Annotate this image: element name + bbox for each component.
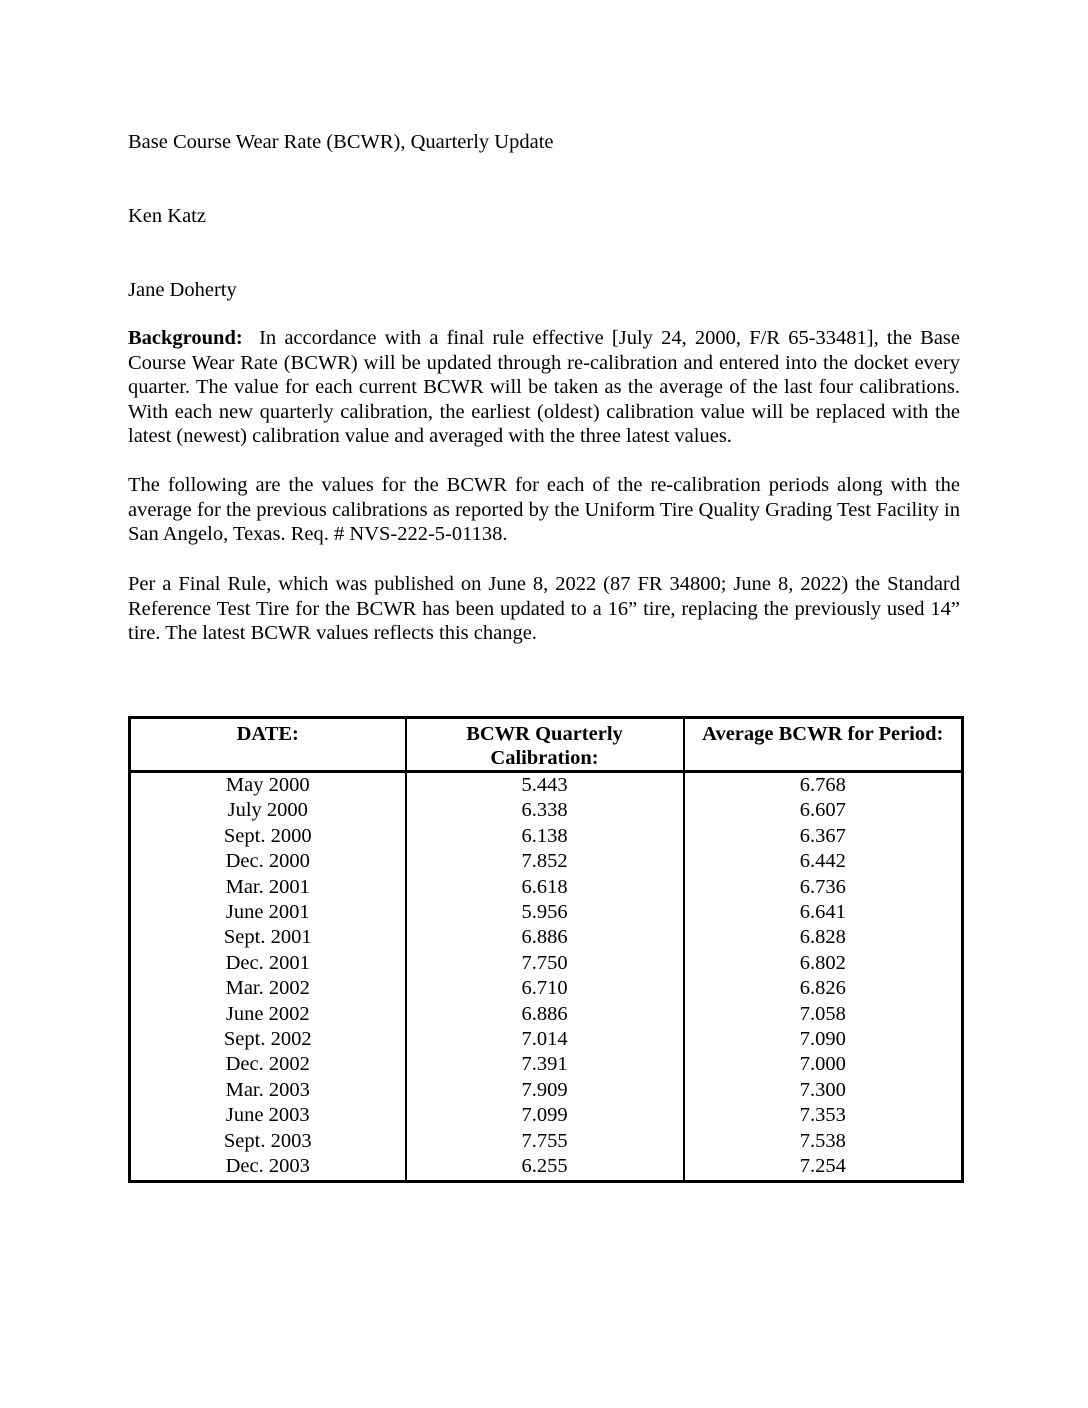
date-cell: June 2003 (130, 1103, 406, 1128)
table-row (130, 1154, 963, 1181)
header-average-bcwr: Average BCWR for Period: (684, 718, 963, 772)
date-cell: Dec. 2001 (130, 951, 406, 976)
calibration-cell: 6.138 (406, 824, 684, 849)
bcwr-table (128, 716, 964, 1183)
average-cell: 6.442 (684, 849, 963, 874)
calibration-cell: 6.886 (406, 925, 684, 950)
average-cell: 6.828 (684, 925, 963, 950)
date-cell: Sept. 2003 (130, 1129, 406, 1154)
table-row (130, 849, 963, 874)
table-body (130, 772, 963, 1182)
header-date: DATE: (130, 718, 406, 772)
table-row (130, 798, 963, 823)
date-cell: Sept. 2002 (130, 1027, 406, 1052)
calibration-cell: 7.755 (406, 1129, 684, 1154)
date-cell: Mar. 2001 (130, 875, 406, 900)
date-cell: Sept. 2001 (130, 925, 406, 950)
table-row (130, 1052, 963, 1077)
document-title: Base Course Wear Rate (BCWR), Quarterly Update (128, 131, 554, 153)
background-text: In accordance with a final rule effective [July 24, 2000, F/R 65-33481], the Base Course Wear Rate (BCWR) will be updated through re-calibration and entered into the docket every quarter. The value for each current BCWR will be taken as the average of the last four calibrations. With each new quarterly calibration, the earliest (oldest) calibration value will be replaced with the latest (newest) calibration value and averaged with the three latest values. (128, 327, 960, 448)
calibration-cell: 7.014 (406, 1027, 684, 1052)
header-quarterly-calibration: BCWR Quarterly Calibration: (406, 718, 684, 772)
table-row (130, 772, 963, 799)
table-row (130, 1129, 963, 1154)
table-row (130, 824, 963, 849)
table-row (130, 951, 963, 976)
table-row (130, 1078, 963, 1103)
background-paragraph (128, 326, 960, 449)
calibration-cell: 6.338 (406, 798, 684, 823)
table-row (130, 925, 963, 950)
calibration-cell: 7.909 (406, 1078, 684, 1103)
date-cell: Sept. 2000 (130, 824, 406, 849)
date-cell: Mar. 2002 (130, 976, 406, 1001)
calibration-cell: 5.443 (406, 772, 684, 799)
calibration-cell: 5.956 (406, 900, 684, 925)
date-cell: June 2002 (130, 1002, 406, 1027)
date-cell: Dec. 2002 (130, 1052, 406, 1077)
table-row (130, 1002, 963, 1027)
average-cell: 7.254 (684, 1154, 963, 1181)
average-cell: 7.300 (684, 1078, 963, 1103)
calibration-cell: 6.710 (406, 976, 684, 1001)
date-cell: Dec. 2003 (130, 1154, 406, 1181)
background-label: Background: (128, 327, 243, 349)
to-name: Jane Doherty (128, 279, 237, 301)
calibration-cell: 6.618 (406, 875, 684, 900)
calibration-cell: 6.886 (406, 1002, 684, 1027)
date-cell: May 2000 (130, 772, 406, 799)
from-name: Ken Katz (128, 205, 206, 227)
average-cell: 6.641 (684, 900, 963, 925)
average-cell: 6.802 (684, 951, 963, 976)
average-cell: 6.367 (684, 824, 963, 849)
date-cell: July 2000 (130, 798, 406, 823)
average-cell: 7.000 (684, 1052, 963, 1077)
final-rule-paragraph: Per a Final Rule, which was published on June 8, 2022 (87 FR 34800; June 8, 2022) the Standard Reference Test Tire for the BCWR has been updated to a 16” tire, replacing the previously used 14” tire. The latest BCWR values reflects this change. (128, 573, 960, 645)
date-cell: Mar. 2003 (130, 1078, 406, 1103)
average-cell: 7.090 (684, 1027, 963, 1052)
calibration-cell: 7.099 (406, 1103, 684, 1128)
average-cell: 7.058 (684, 1002, 963, 1027)
date-cell: June 2001 (130, 900, 406, 925)
table-row (130, 1027, 963, 1052)
table-row (130, 875, 963, 900)
table-row (130, 900, 963, 925)
average-cell: 6.768 (684, 772, 963, 799)
calibration-cell: 6.255 (406, 1154, 684, 1181)
table-row (130, 1103, 963, 1128)
average-cell: 6.736 (684, 875, 963, 900)
calibration-cell: 7.750 (406, 951, 684, 976)
calibration-cell: 7.852 (406, 849, 684, 874)
average-cell: 7.353 (684, 1103, 963, 1128)
date-cell: Dec. 2000 (130, 849, 406, 874)
table-header-row (130, 718, 963, 772)
values-paragraph: The following are the values for the BCWR for each of the re-calibration periods along with the average for the previous calibrations as reported by the Uniform Tire Quality Grading Test Facility in San Angelo, Texas. Req. # NVS-222-5-01138. (128, 474, 960, 546)
average-cell: 7.538 (684, 1129, 963, 1154)
average-cell: 6.607 (684, 798, 963, 823)
calibration-cell: 7.391 (406, 1052, 684, 1077)
average-cell: 6.826 (684, 976, 963, 1001)
table-row (130, 976, 963, 1001)
